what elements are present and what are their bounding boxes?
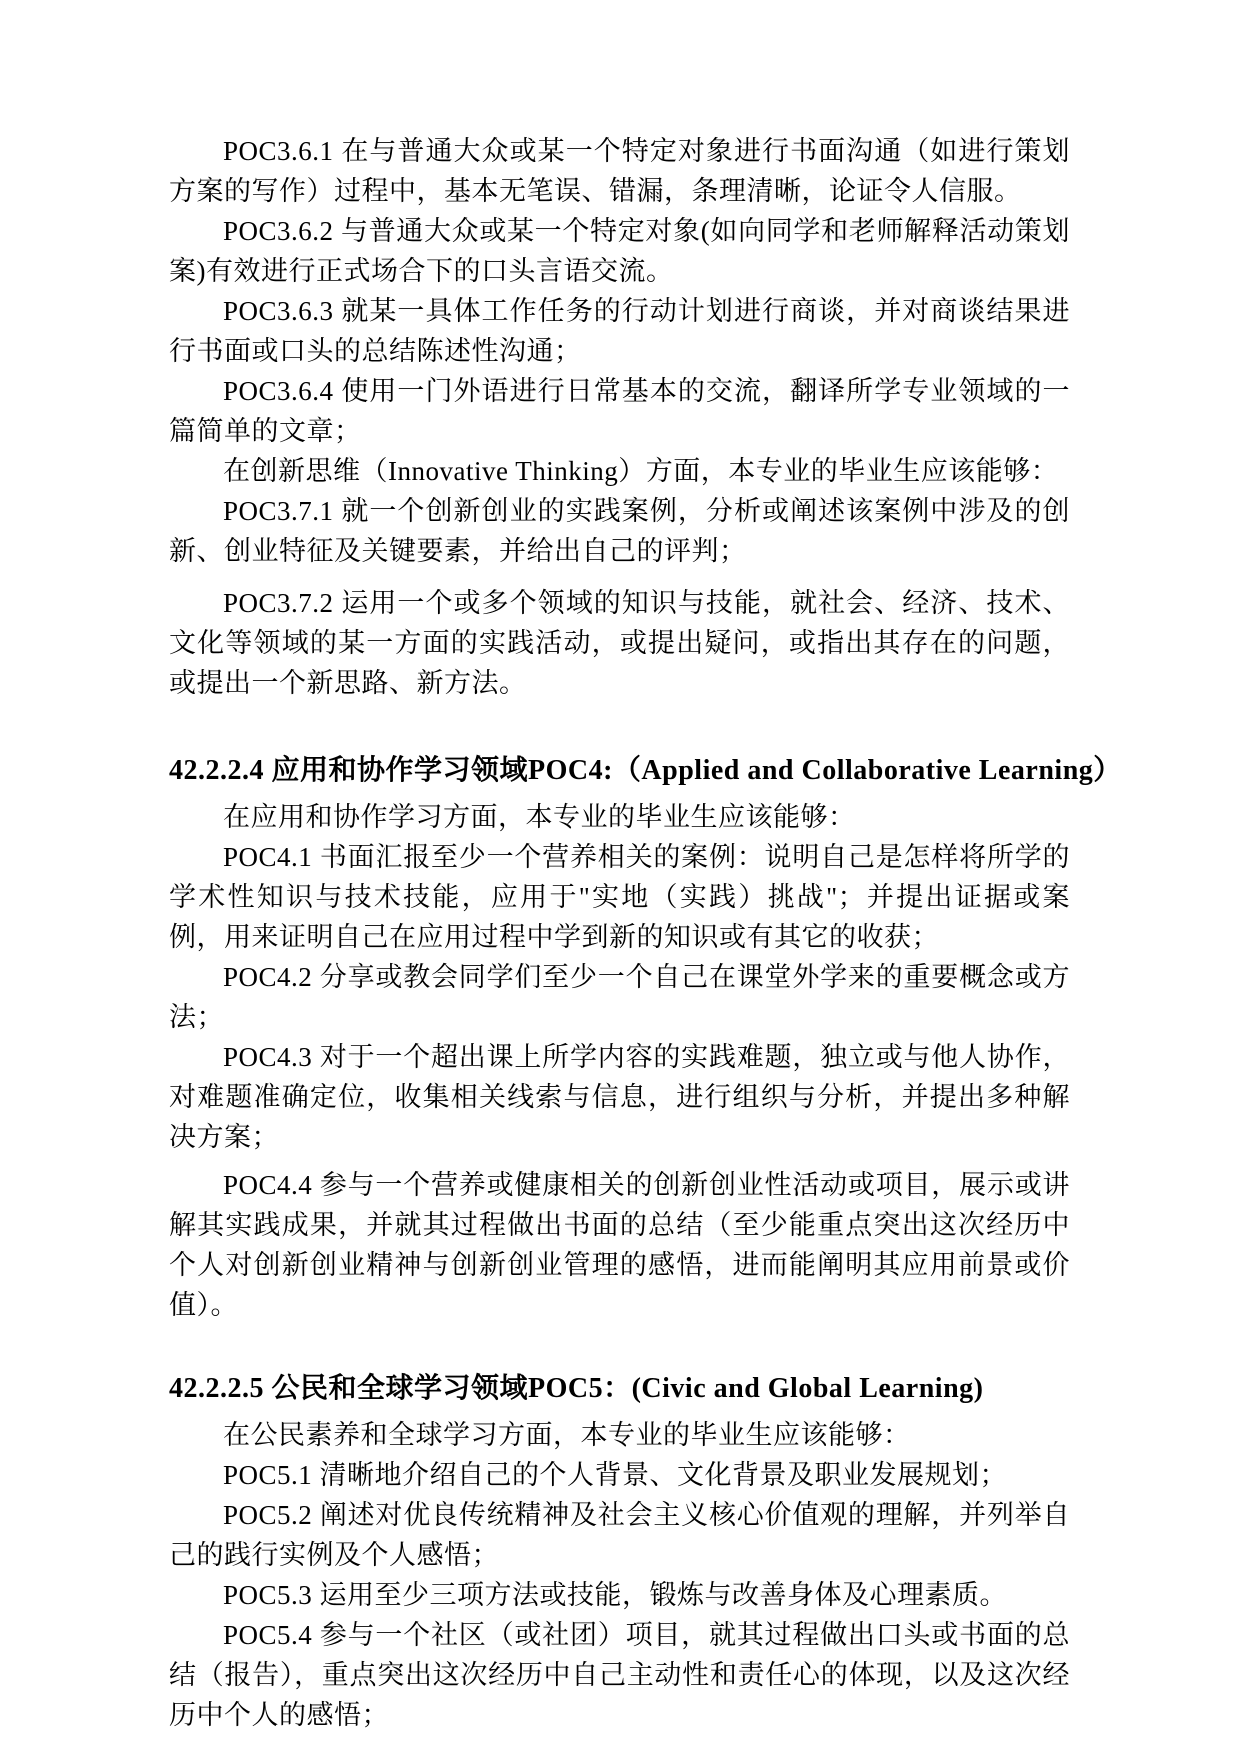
paragraph-poc3-6-2: POC3.6.2 与普通大众或某一个特定对象(如向同学和老师解释活动策划案)有效进行正式场合下的口头言语交流。	[169, 216, 1070, 286]
paragraph-poc4-4: POC4.4 参与一个营养或健康相关的创新创业性活动或项目，展示或讲解其实践成果，并就其过程做出书面的总结（至少能重点突出这次经历中个人对创新创业精神与创新创业管理的感悟，进而能阐明其应用前景或价值）。	[169, 1170, 1070, 1320]
document-content	[169, 131, 1122, 1735]
paragraph-poc5-1: POC5.1 清晰地介绍自己的个人背景、文化背景及职业发展规划；	[223, 1460, 1008, 1490]
paragraph-poc5-2: POC5.2 阐述对优良传统精神及社会主义核心价值观的理解，并列举自己的践行实例及个人感悟；	[169, 1500, 1070, 1570]
paragraph-civic-learning-intro: 在公民素养和全球学习方面，本专业的毕业生应该能够：	[223, 1420, 911, 1450]
paragraph-poc4-3: POC4.3 对于一个超出课上所学内容的实践难题，独立或与他人协作，对难题准确定位，收集相关线索与信息，进行组织与分析，并提出多种解决方案；	[169, 1042, 1070, 1152]
paragraph-poc4-2: POC4.2 分享或教会同学们至少一个自己在课堂外学来的重要概念或方法；	[169, 962, 1070, 1032]
paragraph-poc5-4: POC5.4 参与一个社区（或社团）项目，就其过程做出口头或书面的总结（报告），重点突出这次经历中自己主动性和责任心的体现，以及这次经历中个人的感悟；	[169, 1620, 1070, 1730]
paragraph-poc3-6-4: POC3.6.4 使用一门外语进行日常基本的交流，翻译所学专业领域的一篇简单的文章；	[169, 376, 1070, 446]
paragraph-poc4-1: POC4.1 书面汇报至少一个营养相关的案例：说明自己是怎样将所学的学术性知识与技术技能，应用于"实地（实践）挑战"；并提出证据或案例，用来证明自己在应用过程中学到新的知识或有其它的收获；	[169, 842, 1070, 952]
paragraph-innovative-thinking-intro: 在创新思维（Innovative Thinking）方面，本专业的毕业生应该能够：	[223, 456, 1059, 486]
section-heading-42-2-2-4: 42.2.2.4 应用和协作学习领域POC4:（Applied and Collaborative Learning）	[169, 755, 1122, 786]
paragraph-poc5-3: POC5.3 运用至少三项方法或技能，锻炼与改善身体及心理素质。	[223, 1580, 1008, 1610]
paragraph-poc3-7-1: POC3.7.1 就一个创新创业的实践案例，分析或阐述该案例中涉及的创新、创业特征及关键要素，并给出自己的评判；	[169, 496, 1070, 566]
paragraph-poc3-7-2: POC3.7.2 运用一个或多个领域的知识与技能，就社会、经济、技术、文化等领域的某一方面的实践活动，或提出疑问，或指出其存在的问题，或提出一个新思路、新方法。	[169, 588, 1070, 698]
paragraph-poc3-6-3: POC3.6.3 就某一具体工作任务的行动计划进行商谈，并对商谈结果进行书面或口头的总结陈述性沟通；	[169, 296, 1070, 366]
paragraph-applied-learning-intro: 在应用和协作学习方面，本专业的毕业生应该能够：	[223, 802, 856, 832]
paragraph-poc3-6-1: POC3.6.1 在与普通大众或某一个特定对象进行书面沟通（如进行策划方案的写作）过程中，基本无笔误、错漏，条理清晰，论证令人信服。	[169, 136, 1070, 206]
section-heading-42-2-2-5: 42.2.2.5 公民和全球学习领域POC5：(Civic and Global Learning)	[169, 1373, 984, 1404]
